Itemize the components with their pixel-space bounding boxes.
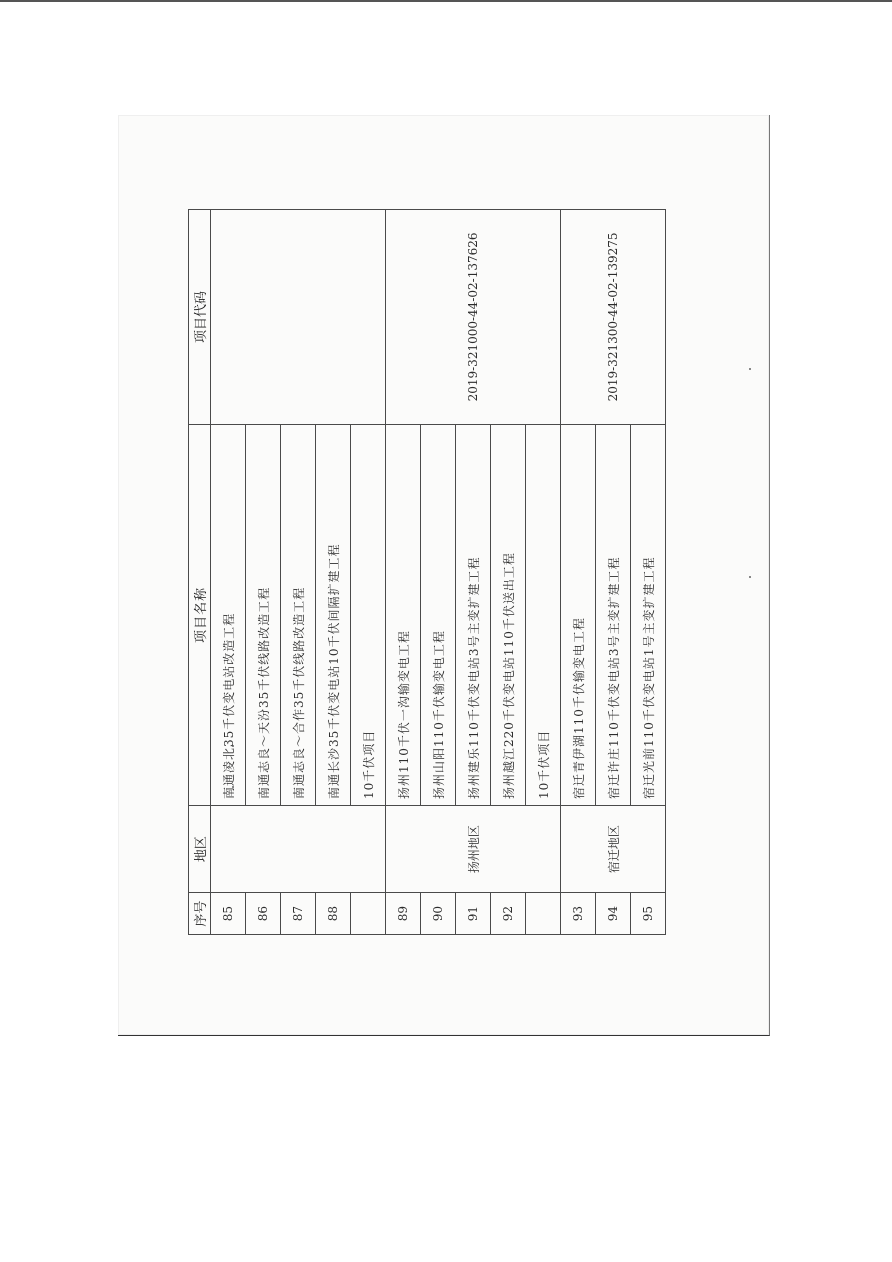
row-name: 扬州越江220千伏变电站110千伏送出工程 — [491, 424, 526, 805]
row-no: 86 — [246, 893, 281, 935]
row-no — [351, 893, 386, 935]
row-name: 扬州110千伏一沟输变电工程 — [386, 424, 421, 805]
row-no: 91 — [456, 893, 491, 935]
project-table — [188, 209, 666, 935]
row-no: 88 — [316, 893, 351, 935]
row-no: 92 — [491, 893, 526, 935]
page-top-border — [0, 0, 892, 2]
region-yangzhou: 扬州地区 — [386, 805, 561, 892]
header-name: 项目名称 — [189, 424, 211, 805]
row-name: 宿迁许庄110千伏变电站3号主变扩建工程 — [596, 424, 631, 805]
region-cell-empty — [211, 805, 386, 892]
row-name: 南通志良～合作35千伏线路改造工程 — [281, 424, 316, 805]
scan-speck — [749, 368, 751, 370]
row-name: 南通志良～天汾35千伏线路改造工程 — [246, 424, 281, 805]
code-yangzhou: 2019-321000-44-02-137626 — [386, 210, 561, 425]
row-name: 南通凌北35千伏变电站改造工程 — [211, 424, 246, 805]
code-cell-empty — [211, 210, 386, 425]
region-suqian: 宿迁地区 — [561, 805, 666, 892]
code-suqian: 2019-321300-44-02-139275 — [561, 210, 666, 425]
table-row — [561, 210, 596, 935]
project-table-rotated — [188, 209, 663, 935]
header-region: 地区 — [189, 805, 211, 892]
row-no: 89 — [386, 893, 421, 935]
row-no: 90 — [421, 893, 456, 935]
scan-speck — [749, 576, 751, 578]
row-name: 宿迁青伊湖110千伏输变电工程 — [561, 424, 596, 805]
table-header-row — [189, 210, 211, 935]
row-no: 94 — [596, 893, 631, 935]
row-name: 扬州山阳110千伏输变电工程 — [421, 424, 456, 805]
row-no: 85 — [211, 893, 246, 935]
header-code: 项目代码 — [189, 210, 211, 425]
row-name: 10千伏项目 — [351, 424, 386, 805]
row-name: 10千伏项目 — [526, 424, 561, 805]
row-name: 南通长沙35千伏变电站10千伏间隔扩建工程 — [316, 424, 351, 805]
row-name: 扬州建乐110千伏变电站3号主变扩建工程 — [456, 424, 491, 805]
header-no: 序号 — [189, 893, 211, 935]
row-no: 87 — [281, 893, 316, 935]
row-name: 宿迁光前110千伏变电站1号主变扩建工程 — [631, 424, 666, 805]
table-row — [386, 210, 421, 935]
table-row — [211, 210, 246, 935]
row-no — [526, 893, 561, 935]
row-no: 93 — [561, 893, 596, 935]
row-no: 95 — [631, 893, 666, 935]
